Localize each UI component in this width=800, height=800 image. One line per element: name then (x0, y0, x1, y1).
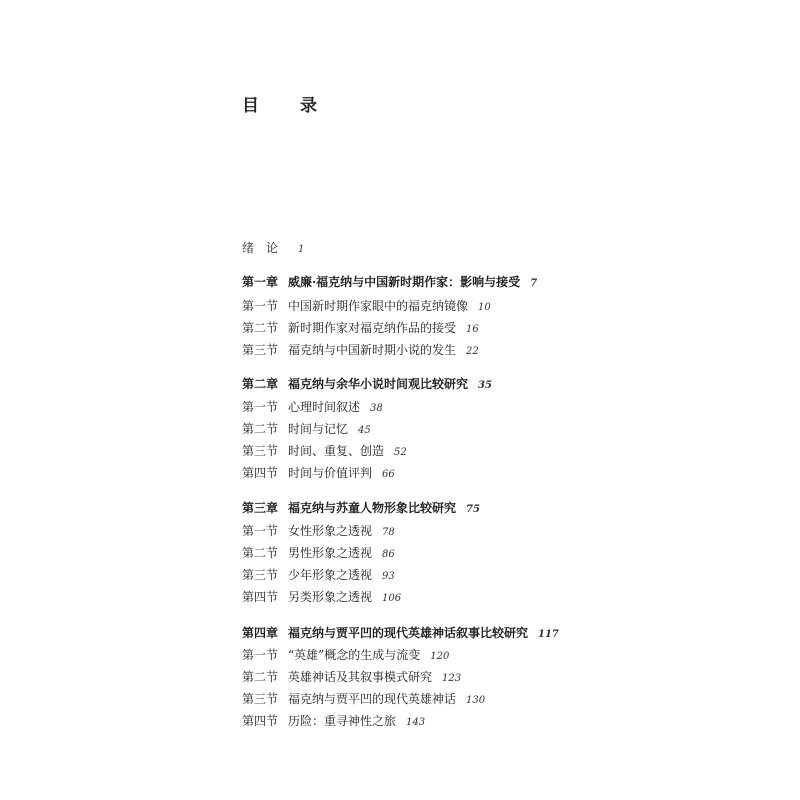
section-title: 另类形象之透视 (288, 590, 373, 604)
toc-section (242, 296, 491, 316)
chapter-label: 第二章 (242, 377, 279, 391)
section-page: 120 (430, 651, 450, 662)
toc-section (242, 587, 401, 607)
section-page: 130 (466, 695, 486, 706)
section-label: 第一节 (242, 400, 279, 414)
section-title: 男性形象之透视 (288, 546, 373, 560)
section-page: 78 (382, 527, 395, 538)
toc-intro-page: 1 (298, 244, 305, 255)
section-label: 第三节 (242, 568, 279, 582)
toc-section (242, 689, 485, 709)
toc-section (242, 397, 383, 417)
toc-chapter (242, 498, 480, 518)
toc-section (242, 521, 395, 541)
section-page: 123 (442, 673, 462, 684)
section-title: 少年形象之透视 (288, 568, 373, 582)
chapter-label: 第三章 (242, 501, 279, 515)
section-page: 22 (466, 346, 479, 357)
section-label: 第一节 (242, 299, 279, 313)
section-label: 第三节 (242, 343, 279, 357)
section-label: 第四节 (242, 714, 279, 728)
section-page: 106 (382, 593, 402, 604)
toc-section (242, 667, 461, 687)
toc-section (242, 645, 449, 665)
section-page: 38 (370, 403, 383, 414)
section-title: 时间、重复、创造 (288, 444, 385, 458)
toc-chapter (242, 374, 492, 394)
section-label: 第一节 (242, 524, 279, 538)
section-page: 16 (466, 324, 479, 335)
toc-section (242, 565, 395, 585)
section-label: 第一节 (242, 648, 279, 662)
toc-section (242, 441, 407, 461)
chapter-page: 75 (466, 504, 480, 515)
chapter-page: 35 (478, 380, 492, 391)
section-label: 第三节 (242, 692, 279, 706)
section-title: 女性形象之透视 (288, 524, 373, 538)
section-title: 新时期作家对福克纳作品的接受 (288, 321, 457, 335)
section-label: 第二节 (242, 546, 279, 560)
chapter-title: 威廉·福克纳与中国新时期作家：影响与接受 (288, 275, 521, 289)
toc-intro-label: 绪 论 (242, 241, 279, 255)
section-label: 第四节 (242, 590, 279, 604)
section-label: 第二节 (242, 422, 279, 436)
section-label: 第二节 (242, 670, 279, 684)
section-title: 时间与价值评判 (288, 466, 373, 480)
section-title: 英雄神话及其叙事模式研究 (288, 670, 433, 684)
toc-chapter (242, 623, 559, 643)
chapter-label: 第四章 (242, 626, 279, 640)
section-page: 66 (382, 469, 395, 480)
section-title: 历险：重寻神性之旅 (288, 714, 397, 728)
section-title: 福克纳与中国新时期小说的发生 (288, 343, 457, 357)
toc-section (242, 318, 479, 338)
chapter-title: 福克纳与贾平凹的现代英雄神话叙事比较研究 (288, 626, 529, 640)
chapter-title: 福克纳与余华小说时间观比较研究 (288, 377, 469, 391)
chapter-page: 7 (530, 278, 538, 289)
section-title: 中国新时期作家眼中的福克纳镜像 (288, 299, 469, 313)
section-page: 143 (406, 717, 426, 728)
section-label: 第四节 (242, 466, 279, 480)
page-title: 目 录 (242, 96, 329, 116)
section-title: 时间与记忆 (288, 422, 349, 436)
section-title: “英雄”概念的生成与流变 (288, 648, 421, 662)
toc-section (242, 419, 371, 439)
section-page: 52 (394, 447, 407, 458)
section-label: 第三节 (242, 444, 279, 458)
toc-chapter (242, 272, 537, 292)
toc-intro (242, 238, 304, 258)
section-title: 福克纳与贾平凹的现代英雄神话 (288, 692, 457, 706)
chapter-page: 117 (538, 629, 559, 640)
toc-section (242, 711, 425, 731)
toc-section (242, 543, 395, 563)
chapter-label: 第一章 (242, 275, 279, 289)
section-page: 45 (358, 425, 371, 436)
toc-section (242, 340, 479, 360)
section-label: 第二节 (242, 321, 279, 335)
section-page: 93 (382, 571, 395, 582)
toc-section (242, 463, 395, 483)
chapter-title: 福克纳与苏童人物形象比较研究 (288, 501, 457, 515)
section-page: 86 (382, 549, 395, 560)
section-title: 心理时间叙述 (288, 400, 361, 414)
section-page: 10 (478, 302, 491, 313)
